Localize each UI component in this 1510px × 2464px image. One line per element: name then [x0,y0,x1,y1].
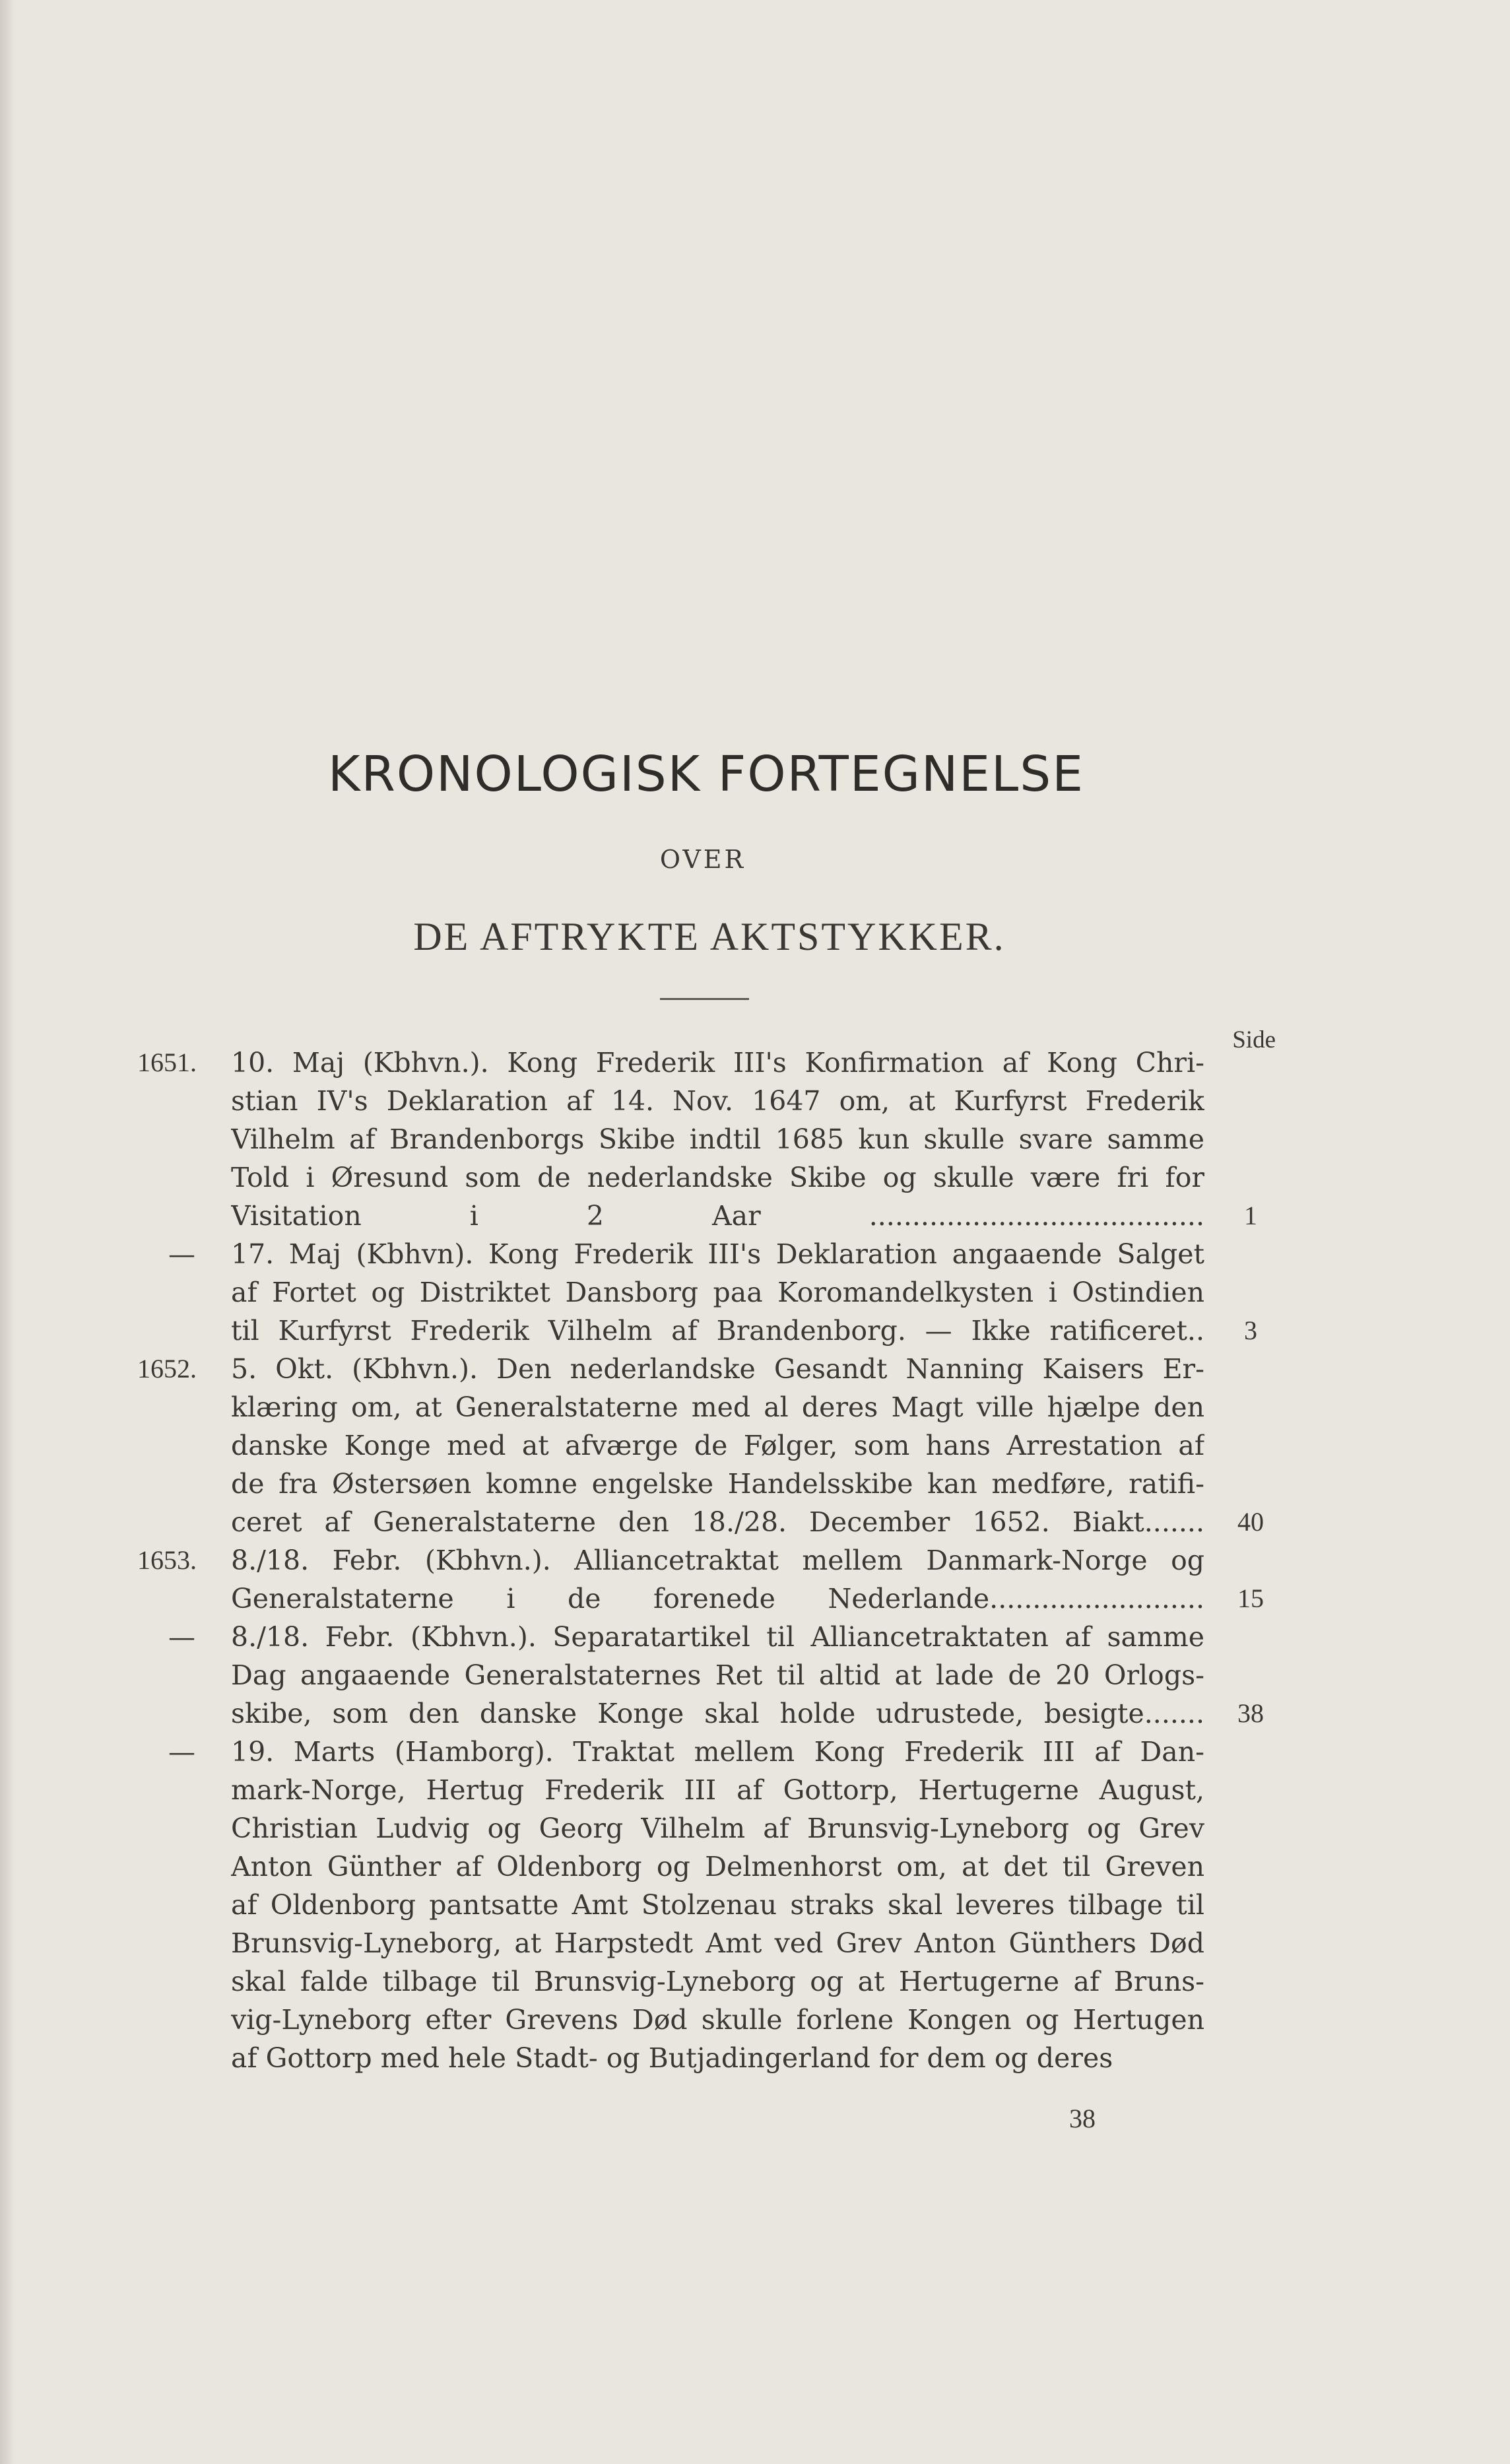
entry-text: til Kurfyrst Frederik Vilhelm af Brandenborg. — Ikke ratificeret.. [231,1315,1204,1347]
entry-line [0,1081,1510,1121]
entry-line [0,1617,1510,1657]
entry-text: Anton Günther af Oldenborg og Delmenhorst om, at det til Greven [231,1851,1204,1882]
entry-text: af Fortet og Distriktet Dansborg paa Koromandelkysten i Ostindien [231,1277,1204,1308]
entry-line [0,1809,1510,1848]
entry-line [0,1273,1510,1312]
entry-line [0,1043,1510,1082]
entry-text: 17. Maj (Kbhvn). Kong Frederik III's Deklaration angaaende Salget [231,1238,1204,1270]
entry-line [0,1541,1510,1580]
entry-line [0,1196,1510,1236]
entry-line [0,1885,1510,1925]
entry-text: skibe, som den danske Konge skal holde udrustede, besigte....... [231,1698,1204,1729]
page-subtitle-main: DE AFTRYKTE AKTSTYKKER. [413,915,1006,958]
entry-text: 8./18. Febr. (Kbhvn.). Separatartikel til Alliancetraktaten af samme [231,1621,1204,1653]
entry-text: skal falde tilbage til Brunsvig-Lyneborg og at Hertugerne af Bruns- [231,1966,1204,1997]
entry-text: ceret af Generalstaterne den 18./28. December 1652. Biakt....... [231,1506,1204,1538]
entry-text: Brunsvig-Lyneborg, at Harpstedt Amt ved Grev Anton Günthers Død [231,1927,1204,1959]
entry-line [0,1770,1510,1810]
entry-year: 1651. [137,1048,197,1077]
entry-text: klæring om, at Generalstaterne med al deres Magt ville hjælpe den [231,1391,1204,1423]
entry-line [0,2000,1510,2040]
entry-page-number: 38 [1237,1698,1264,1728]
entry-text: af Oldenborg pantsatte Amt Stolzenau straks skal leveres tilbage til [231,1889,1204,1921]
entry-text: Dag angaaende Generalstaternes Ret til altid at lade de 20 Orlogs- [231,1659,1204,1691]
entry-year: 1652. [137,1354,197,1383]
side-column-label: Side [1232,1026,1276,1053]
entry-text: Christian Ludvig og Georg Vilhelm af Brunsvig-Lyneborg og Grev [231,1813,1204,1844]
entry-text: 5. Okt. (Kbhvn.). Den nederlandske Gesandt Nanning Kaisers Er- [231,1353,1204,1385]
entry-line [0,1732,1510,1772]
entry-line [0,1119,1510,1159]
entry-text: vig-Lyneborg efter Grevens Død skulle forlene Kongen og Hertugen [231,2004,1204,2036]
entry-line [0,1694,1510,1733]
entry-line [0,1158,1510,1197]
entry-text: Vilhelm af Brandenborgs Skibe indtil 1685 kun skulle svare samme [231,1123,1204,1155]
entry-line [0,1502,1510,1542]
entry-year-dash: — [168,1736,195,1768]
entry-text: danske Konge med at afværge de Følger, som hans Arrestation af [231,1430,1204,1461]
entry-text: Visitation i 2 Aar ....................................... [231,1200,1204,1232]
entry-year: 1653. [137,1545,197,1575]
entry-text: 19. Marts (Hamborg). Traktat mellem Kong Frederik III af Dan- [231,1736,1204,1768]
entry-line [0,1962,1510,2001]
entry-line [0,1579,1510,1618]
page-number: 38 [1069,2104,1096,2133]
entry-line [0,1311,1510,1350]
entry-page-number: 15 [1237,1583,1264,1613]
page-subtitle: OVER [659,845,746,874]
entry-line [0,1923,1510,1963]
entry-line [0,1655,1510,1695]
entry-page-number: 1 [1244,1201,1257,1230]
entry-page-number: 40 [1237,1507,1264,1537]
entry-page-number: 3 [1244,1315,1257,1345]
entry-year-dash: — [168,1238,195,1270]
entry-line [0,1426,1510,1465]
entry-text: stian IV's Deklaration af 14. Nov. 1647 om, at Kurfyrst Frederik [231,1085,1204,1117]
entry-line [0,2038,1510,2078]
entry-text: Generalstaterne i de forenede Nederlande......................... [231,1583,1204,1615]
entry-text: Told i Øresund som de nederlandske Skibe og skulle være fri for [231,1162,1204,1193]
entry-text: af Gottorp med hele Stadt- og Butjadingerland for dem og deres [231,2042,1113,2074]
entry-text: 8./18. Febr. (Kbhvn.). Alliancetraktat mellem Danmark-Norge og [231,1545,1204,1576]
title-rule [660,998,749,1000]
entry-text: 10. Maj (Kbhvn.). Kong Frederik III's Konfirmation af Kong Chri- [231,1047,1204,1079]
entry-line [0,1464,1510,1504]
entry-line [0,1387,1510,1427]
page-title: KRONOLOGISK FORTEGNELSE [327,746,1085,803]
entry-line [0,1847,1510,1886]
entry-year-dash: — [168,1621,195,1653]
entry-text: mark-Norge, Hertug Frederik III af Gottorp, Hertugerne August, [231,1774,1204,1806]
entry-line [0,1349,1510,1389]
entry-text: de fra Østersøen komne engelske Handelsskibe kan medføre, ratifi- [231,1468,1204,1500]
entry-line [0,1234,1510,1274]
